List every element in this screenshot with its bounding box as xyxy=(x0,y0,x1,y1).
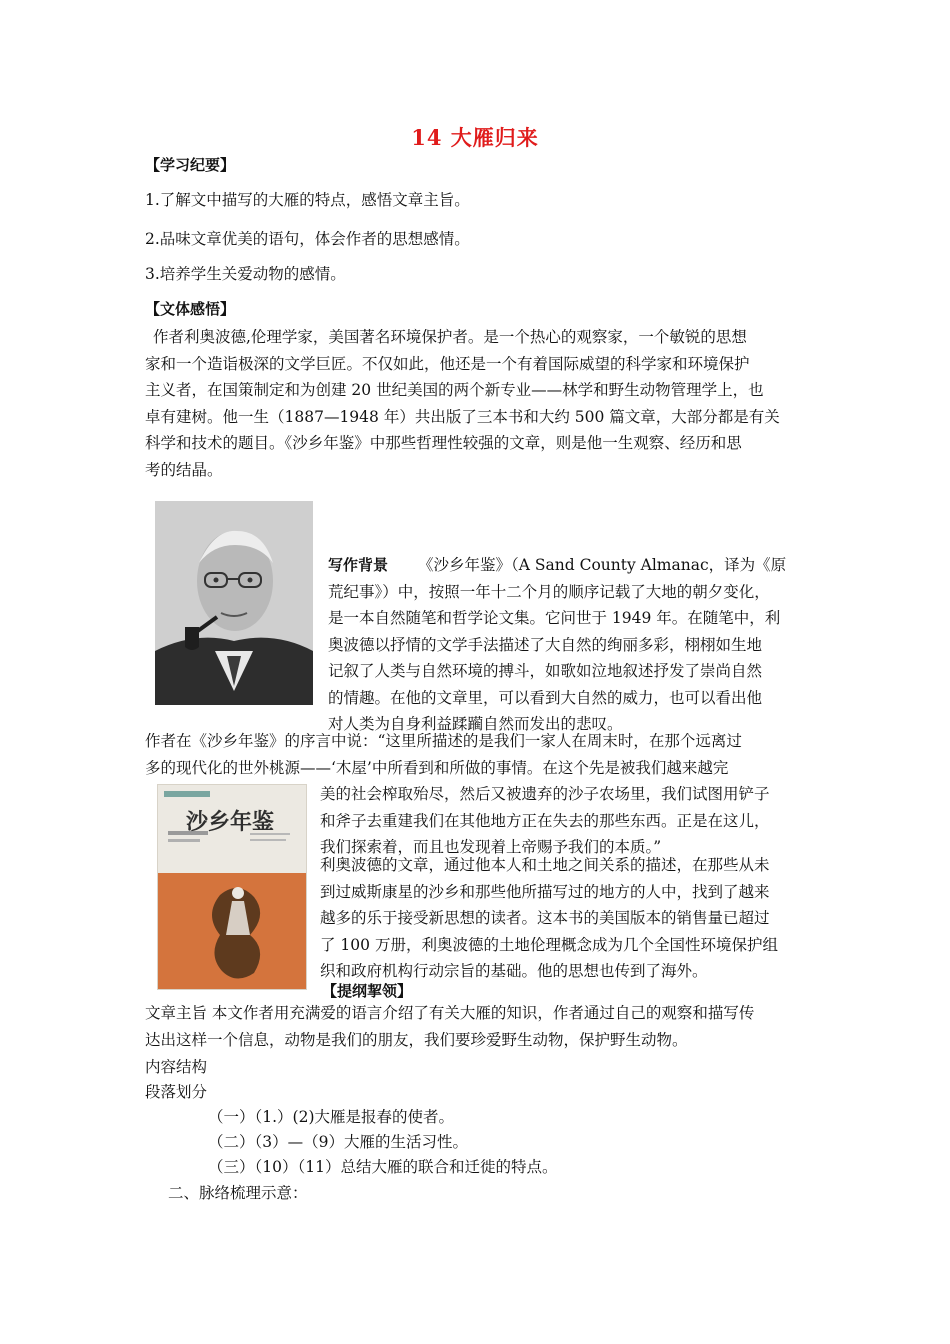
perception-heading: 【文体感悟】 xyxy=(145,300,236,318)
objective-item: 2.品味文章优美的语句，体会作者的思想感情。 xyxy=(145,230,470,248)
paragraph-line: 科学和技术的题目。《沙乡年鉴》中那些哲理性较强的文章，则是他一生观察、经历和思 xyxy=(145,434,742,452)
structure-label: 内容结构 xyxy=(145,1058,208,1076)
paragraph-line: 荒纪事》）中，按照一年十二个月的顺序记载了大地的朝夕变化， xyxy=(328,582,770,601)
writing-background-paragraph xyxy=(328,552,808,738)
paragraph-line: 记叙了人类与自然环境的搏斗，如歌如泣地叙述抒发了崇尚自然 xyxy=(328,662,763,680)
division-item: （一）（1.）(2)大雁是报春的使者。 xyxy=(208,1108,454,1126)
paragraph-line: 《沙乡年鉴》（A Sand County Almanac，译为《原 xyxy=(418,556,787,574)
paragraph-line: 到过威斯康星的沙乡和那些他所描写过的地方的人中，找到了越来 xyxy=(320,882,770,901)
objective-item: 1.了解文中描写的大雁的特点，感悟文章主旨。 xyxy=(145,191,470,209)
influence-paragraph xyxy=(320,852,810,985)
paragraph-line: 织和政府机构行动宗旨的基础。他的思想也传到了海外。 xyxy=(320,962,708,980)
author-intro-paragraph xyxy=(145,324,805,483)
paragraph-line: 作者在《沙乡年鉴》的序言中说：“这里所描述的是我们一家人在周末时，在那个远离过 xyxy=(145,732,742,750)
author-portrait-image xyxy=(155,501,313,705)
paragraph-line: 奥波德以抒情的文学手法描述了大自然的绚丽多彩，栩栩如生地 xyxy=(328,635,763,654)
paragraph-line: 卓有建树。他一生（1887—1948 年）共出版了三本书和大约 500 篇文章，大部分都是有关 xyxy=(145,407,780,426)
paragraph-line: 我们探索着，而且也发现着上帝赐予我们的本质。” xyxy=(320,838,662,856)
paragraph-line: 越多的乐于接受新思想的读者。这本书的美国版本的销售量已超过 xyxy=(320,909,770,927)
paragraph-line: 作者利奥波德,伦理学家，美国著名环境保护者。是一个热心的观察家，一个敏锐的思想 xyxy=(153,328,747,346)
paragraph-line: 是一本自然随笔和哲学论文集。它问世于 1949 年。在随笔中，利 xyxy=(328,609,781,627)
paragraph-line: 了 100 万册，利奥波德的土地伦理概念成为几个全国性环境保护组 xyxy=(320,935,778,954)
paragraph-line: 对人类为自身利益蹂躏自然而发出的悲叹。 xyxy=(328,715,623,733)
diagram-label: 二、脉络梳理示意： xyxy=(168,1184,308,1202)
author-photo xyxy=(155,501,313,705)
paragraph-line: 考的结晶。 xyxy=(145,460,223,479)
book-cover-image xyxy=(157,784,307,990)
theme-paragraph xyxy=(145,1000,810,1053)
book-cover-title: 沙乡年鉴 xyxy=(186,810,275,835)
paragraph-line: 利奥波德的文章，通过他本人和土地之间关系的描述，在那些从未 xyxy=(320,856,770,874)
paragraph-line: 达出这样一个信息，动物是我们的朋友，我们要珍爱野生动物，保护野生动物。 xyxy=(145,1030,688,1049)
objective-item: 3.培养学生关爱动物的感情。 xyxy=(145,265,346,283)
paragraph-line: 家和一个造诣极深的文学巨匠。不仅如此，他还是一个有着国际威望的科学家和环境保护 xyxy=(145,354,750,373)
paragraph-line: 和斧子去重建我们在其他地方正在失去的那些东西。正是在这儿， xyxy=(320,811,770,830)
division-item: （三）（10）（11）总结大雁的联合和迁徙的特点。 xyxy=(208,1158,558,1176)
background-label: 写作背景 xyxy=(328,556,389,574)
outline-heading: 【提纲挈领】 xyxy=(322,982,413,1000)
division-label: 段落划分 xyxy=(145,1083,208,1101)
preface-paragraph-bottom xyxy=(320,781,810,861)
division-item: （二）（3）—（9）大雁的生活习性。 xyxy=(208,1133,468,1151)
paragraph-line: 多的现代化的世外桃源——‘木屋’中所看到和所做的事情。在这个先是被我们越来越完 xyxy=(145,758,729,777)
paragraph-line: 美的社会榨取殆尽，然后又被遗弃的沙子农场里，我们试图用铲子 xyxy=(320,785,770,803)
page-title: 14 大雁归来 xyxy=(411,125,539,150)
objectives-heading: 【学习纪要】 xyxy=(145,156,236,174)
paragraph-line: 主义者，在国策制定和为创建 20 世纪美国的两个新专业——林学和野生动物管理学上，也 xyxy=(145,381,764,399)
preface-paragraph-top xyxy=(145,728,810,781)
paragraph-line: 文章主旨 本文作者用充满爱的语言介绍了有关大雁的知识，作者通过自己的观察和描写传 xyxy=(145,1004,755,1022)
paragraph-line: 的情趣。在他的文章里，可以看到大自然的威力，也可以看出他 xyxy=(328,688,763,707)
